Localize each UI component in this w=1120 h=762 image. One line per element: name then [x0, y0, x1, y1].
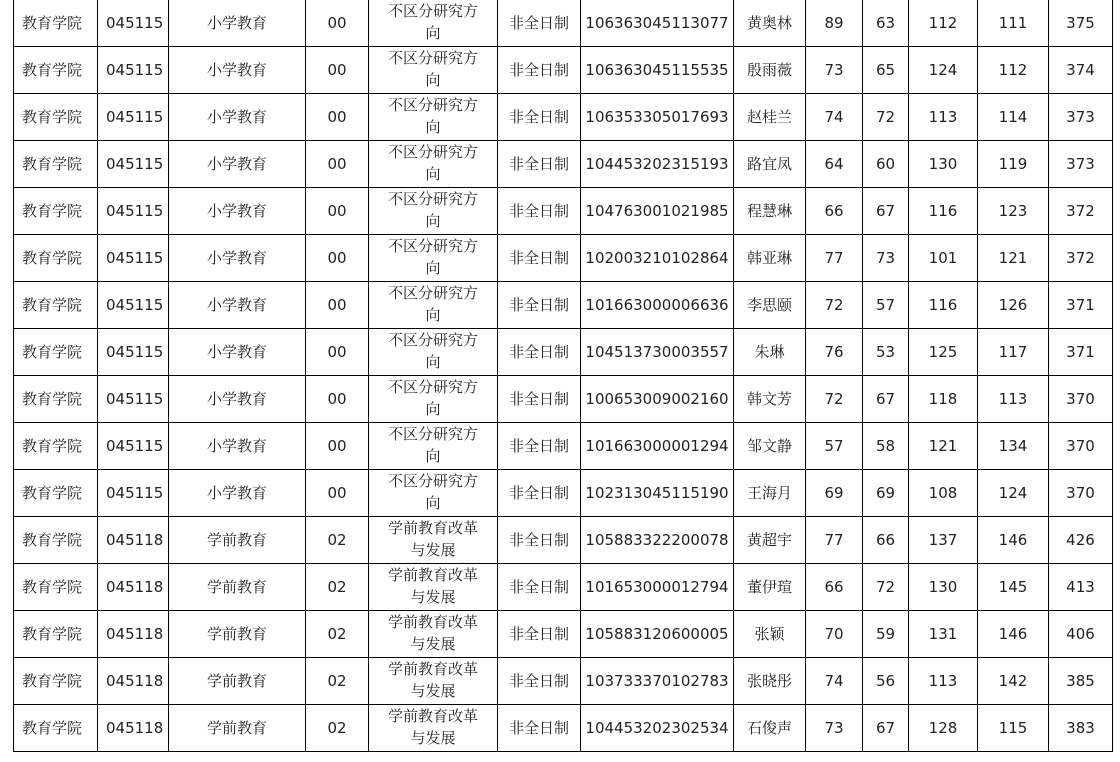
direction-name-cell: 学前教育改革与发展: [369, 564, 498, 611]
major-code-cell: 045118: [98, 517, 169, 564]
english-score-cell: 72: [863, 94, 909, 141]
direction-code-cell: 00: [306, 470, 369, 517]
major-name-cell: 学前教育: [169, 564, 306, 611]
politics-score-cell: 66: [806, 188, 863, 235]
subject1-score-cell: 112: [909, 0, 978, 47]
major-code-cell: 045115: [98, 47, 169, 94]
candidate-id-cell: 106363045113077: [581, 0, 734, 47]
direction-code-cell: 00: [306, 0, 369, 47]
major-name-cell: 小学教育: [169, 141, 306, 188]
major-name-cell: 小学教育: [169, 0, 306, 47]
college-cell: 教育学院: [14, 0, 98, 47]
major-name-cell: 小学教育: [169, 376, 306, 423]
total-score-cell: 383: [1049, 705, 1113, 752]
college-cell: 教育学院: [14, 329, 98, 376]
candidate-name-cell: 程慧琳: [734, 188, 806, 235]
politics-score-cell: 72: [806, 376, 863, 423]
total-score-cell: 370: [1049, 470, 1113, 517]
study-mode-cell: 非全日制: [498, 611, 581, 658]
candidate-name-cell: 黄奥林: [734, 0, 806, 47]
major-code-cell: 045115: [98, 470, 169, 517]
major-name-cell: 小学教育: [169, 47, 306, 94]
total-score-cell: 373: [1049, 141, 1113, 188]
college-cell: 教育学院: [14, 470, 98, 517]
college-cell: 教育学院: [14, 658, 98, 705]
study-mode-cell: 非全日制: [498, 564, 581, 611]
candidate-name-cell: 路宜凤: [734, 141, 806, 188]
politics-score-cell: 64: [806, 141, 863, 188]
english-score-cell: 66: [863, 517, 909, 564]
direction-code-cell: 00: [306, 188, 369, 235]
study-mode-cell: 非全日制: [498, 47, 581, 94]
major-code-cell: 045115: [98, 94, 169, 141]
major-code-cell: 045115: [98, 376, 169, 423]
college-cell: 教育学院: [14, 564, 98, 611]
table-row: [14, 141, 1113, 188]
direction-name-cell: 不区分研究方向: [369, 423, 498, 470]
study-mode-cell: 非全日制: [498, 141, 581, 188]
politics-score-cell: 73: [806, 705, 863, 752]
table-row: [14, 376, 1113, 423]
study-mode-cell: 非全日制: [498, 423, 581, 470]
candidate-id-cell: 104453202315193: [581, 141, 734, 188]
table-row: [14, 705, 1113, 752]
subject1-score-cell: 125: [909, 329, 978, 376]
candidate-id-cell: 104453202302534: [581, 705, 734, 752]
direction-code-cell: 00: [306, 423, 369, 470]
major-code-cell: 045115: [98, 329, 169, 376]
subject2-score-cell: 117: [978, 329, 1049, 376]
college-cell: 教育学院: [14, 611, 98, 658]
direction-code-cell: 00: [306, 235, 369, 282]
direction-name-cell: 不区分研究方向: [369, 376, 498, 423]
direction-code-cell: 00: [306, 94, 369, 141]
english-score-cell: 59: [863, 611, 909, 658]
study-mode-cell: 非全日制: [498, 0, 581, 47]
direction-code-cell: 02: [306, 658, 369, 705]
direction-code-cell: 00: [306, 376, 369, 423]
college-cell: 教育学院: [14, 376, 98, 423]
candidate-name-cell: 殷雨薇: [734, 47, 806, 94]
subject2-score-cell: 134: [978, 423, 1049, 470]
total-score-cell: 375: [1049, 0, 1113, 47]
table-row: [14, 658, 1113, 705]
direction-name-cell: 不区分研究方向: [369, 235, 498, 282]
major-code-cell: 045118: [98, 564, 169, 611]
politics-score-cell: 70: [806, 611, 863, 658]
candidate-id-cell: 100653009002160: [581, 376, 734, 423]
candidate-id-cell: 106353305017693: [581, 94, 734, 141]
total-score-cell: 385: [1049, 658, 1113, 705]
subject1-score-cell: 113: [909, 94, 978, 141]
major-name-cell: 小学教育: [169, 423, 306, 470]
total-score-cell: 370: [1049, 376, 1113, 423]
candidate-name-cell: 韩亚琳: [734, 235, 806, 282]
study-mode-cell: 非全日制: [498, 188, 581, 235]
english-score-cell: 56: [863, 658, 909, 705]
candidate-id-cell: 101663000001294: [581, 423, 734, 470]
direction-code-cell: 00: [306, 141, 369, 188]
subject1-score-cell: 124: [909, 47, 978, 94]
direction-name-cell: 不区分研究方向: [369, 329, 498, 376]
direction-code-cell: 02: [306, 517, 369, 564]
subject1-score-cell: 130: [909, 141, 978, 188]
college-cell: 教育学院: [14, 517, 98, 564]
admission-score-table: [13, 0, 1113, 752]
direction-code-cell: 00: [306, 47, 369, 94]
major-code-cell: 045115: [98, 141, 169, 188]
direction-name-cell: 不区分研究方向: [369, 188, 498, 235]
college-cell: 教育学院: [14, 705, 98, 752]
subject1-score-cell: 130: [909, 564, 978, 611]
table-row: [14, 517, 1113, 564]
major-code-cell: 045118: [98, 705, 169, 752]
subject2-score-cell: 142: [978, 658, 1049, 705]
subject2-score-cell: 114: [978, 94, 1049, 141]
direction-name-cell: 学前教育改革与发展: [369, 611, 498, 658]
table-row: [14, 470, 1113, 517]
college-cell: 教育学院: [14, 94, 98, 141]
major-name-cell: 小学教育: [169, 470, 306, 517]
total-score-cell: 406: [1049, 611, 1113, 658]
total-score-cell: 371: [1049, 282, 1113, 329]
table-row: [14, 423, 1113, 470]
table-row: [14, 188, 1113, 235]
major-name-cell: 小学教育: [169, 235, 306, 282]
total-score-cell: 370: [1049, 423, 1113, 470]
english-score-cell: 60: [863, 141, 909, 188]
subject2-score-cell: 126: [978, 282, 1049, 329]
direction-code-cell: 02: [306, 611, 369, 658]
college-cell: 教育学院: [14, 235, 98, 282]
table-row: [14, 611, 1113, 658]
candidate-id-cell: 101663000006636: [581, 282, 734, 329]
politics-score-cell: 57: [806, 423, 863, 470]
english-score-cell: 53: [863, 329, 909, 376]
english-score-cell: 58: [863, 423, 909, 470]
college-cell: 教育学院: [14, 141, 98, 188]
subject1-score-cell: 137: [909, 517, 978, 564]
subject2-score-cell: 115: [978, 705, 1049, 752]
major-code-cell: 045115: [98, 0, 169, 47]
candidate-id-cell: 101653000012794: [581, 564, 734, 611]
total-score-cell: 371: [1049, 329, 1113, 376]
english-score-cell: 69: [863, 470, 909, 517]
subject1-score-cell: 116: [909, 188, 978, 235]
major-code-cell: 045115: [98, 282, 169, 329]
major-name-cell: 学前教育: [169, 705, 306, 752]
subject1-score-cell: 116: [909, 282, 978, 329]
candidate-name-cell: 王海月: [734, 470, 806, 517]
english-score-cell: 73: [863, 235, 909, 282]
subject2-score-cell: 111: [978, 0, 1049, 47]
study-mode-cell: 非全日制: [498, 470, 581, 517]
english-score-cell: 63: [863, 0, 909, 47]
major-name-cell: 小学教育: [169, 188, 306, 235]
english-score-cell: 72: [863, 564, 909, 611]
candidate-id-cell: 102313045115190: [581, 470, 734, 517]
subject2-score-cell: 119: [978, 141, 1049, 188]
direction-name-cell: 不区分研究方向: [369, 141, 498, 188]
major-code-cell: 045115: [98, 188, 169, 235]
direction-code-cell: 00: [306, 282, 369, 329]
subject1-score-cell: 118: [909, 376, 978, 423]
politics-score-cell: 72: [806, 282, 863, 329]
major-code-cell: 045115: [98, 235, 169, 282]
study-mode-cell: 非全日制: [498, 94, 581, 141]
subject1-score-cell: 113: [909, 658, 978, 705]
table-row: [14, 0, 1113, 47]
candidate-name-cell: 董伊瑄: [734, 564, 806, 611]
subject2-score-cell: 145: [978, 564, 1049, 611]
subject2-score-cell: 113: [978, 376, 1049, 423]
college-cell: 教育学院: [14, 282, 98, 329]
english-score-cell: 67: [863, 705, 909, 752]
candidate-name-cell: 张颖: [734, 611, 806, 658]
direction-name-cell: 学前教育改革与发展: [369, 705, 498, 752]
candidate-id-cell: 104513730003557: [581, 329, 734, 376]
table-row: [14, 94, 1113, 141]
study-mode-cell: 非全日制: [498, 235, 581, 282]
candidate-name-cell: 李思颐: [734, 282, 806, 329]
candidate-id-cell: 102003210102864: [581, 235, 734, 282]
major-name-cell: 学前教育: [169, 658, 306, 705]
table-row: [14, 329, 1113, 376]
politics-score-cell: 74: [806, 94, 863, 141]
politics-score-cell: 73: [806, 47, 863, 94]
total-score-cell: 374: [1049, 47, 1113, 94]
direction-name-cell: 学前教育改革与发展: [369, 658, 498, 705]
study-mode-cell: 非全日制: [498, 329, 581, 376]
total-score-cell: 372: [1049, 188, 1113, 235]
total-score-cell: 373: [1049, 94, 1113, 141]
english-score-cell: 67: [863, 376, 909, 423]
study-mode-cell: 非全日制: [498, 658, 581, 705]
subject1-score-cell: 101: [909, 235, 978, 282]
subject2-score-cell: 123: [978, 188, 1049, 235]
direction-code-cell: 02: [306, 705, 369, 752]
major-code-cell: 045118: [98, 658, 169, 705]
politics-score-cell: 74: [806, 658, 863, 705]
table-row: [14, 235, 1113, 282]
candidate-name-cell: 朱琳: [734, 329, 806, 376]
direction-name-cell: 不区分研究方向: [369, 47, 498, 94]
candidate-name-cell: 赵桂兰: [734, 94, 806, 141]
subject1-score-cell: 121: [909, 423, 978, 470]
candidate-name-cell: 韩文芳: [734, 376, 806, 423]
candidate-name-cell: 张晓彤: [734, 658, 806, 705]
college-cell: 教育学院: [14, 423, 98, 470]
candidate-id-cell: 103733370102783: [581, 658, 734, 705]
subject1-score-cell: 108: [909, 470, 978, 517]
direction-code-cell: 00: [306, 329, 369, 376]
total-score-cell: 413: [1049, 564, 1113, 611]
candidate-id-cell: 105883120600005: [581, 611, 734, 658]
english-score-cell: 65: [863, 47, 909, 94]
study-mode-cell: 非全日制: [498, 282, 581, 329]
major-name-cell: 学前教育: [169, 517, 306, 564]
subject2-score-cell: 124: [978, 470, 1049, 517]
subject2-score-cell: 121: [978, 235, 1049, 282]
politics-score-cell: 89: [806, 0, 863, 47]
subject1-score-cell: 128: [909, 705, 978, 752]
subject2-score-cell: 146: [978, 611, 1049, 658]
total-score-cell: 372: [1049, 235, 1113, 282]
table-row: [14, 282, 1113, 329]
candidate-id-cell: 104763001021985: [581, 188, 734, 235]
direction-name-cell: 不区分研究方向: [369, 94, 498, 141]
candidate-id-cell: 105883322200078: [581, 517, 734, 564]
study-mode-cell: 非全日制: [498, 517, 581, 564]
politics-score-cell: 76: [806, 329, 863, 376]
major-name-cell: 小学教育: [169, 329, 306, 376]
politics-score-cell: 69: [806, 470, 863, 517]
candidate-name-cell: 黄超宇: [734, 517, 806, 564]
total-score-cell: 426: [1049, 517, 1113, 564]
direction-code-cell: 02: [306, 564, 369, 611]
college-cell: 教育学院: [14, 188, 98, 235]
candidate-name-cell: 邹文静: [734, 423, 806, 470]
direction-name-cell: 不区分研究方向: [369, 470, 498, 517]
candidate-id-cell: 106363045115535: [581, 47, 734, 94]
direction-name-cell: 学前教育改革与发展: [369, 517, 498, 564]
subject1-score-cell: 131: [909, 611, 978, 658]
major-name-cell: 学前教育: [169, 611, 306, 658]
english-score-cell: 67: [863, 188, 909, 235]
subject2-score-cell: 146: [978, 517, 1049, 564]
major-name-cell: 小学教育: [169, 94, 306, 141]
direction-name-cell: 不区分研究方向: [369, 282, 498, 329]
politics-score-cell: 77: [806, 235, 863, 282]
candidate-name-cell: 石俊声: [734, 705, 806, 752]
politics-score-cell: 77: [806, 517, 863, 564]
major-name-cell: 小学教育: [169, 282, 306, 329]
english-score-cell: 57: [863, 282, 909, 329]
study-mode-cell: 非全日制: [498, 705, 581, 752]
study-mode-cell: 非全日制: [498, 376, 581, 423]
politics-score-cell: 66: [806, 564, 863, 611]
table-row: [14, 47, 1113, 94]
major-code-cell: 045118: [98, 611, 169, 658]
college-cell: 教育学院: [14, 47, 98, 94]
table-row: [14, 564, 1113, 611]
direction-name-cell: 不区分研究方向: [369, 0, 498, 47]
subject2-score-cell: 112: [978, 47, 1049, 94]
major-code-cell: 045115: [98, 423, 169, 470]
